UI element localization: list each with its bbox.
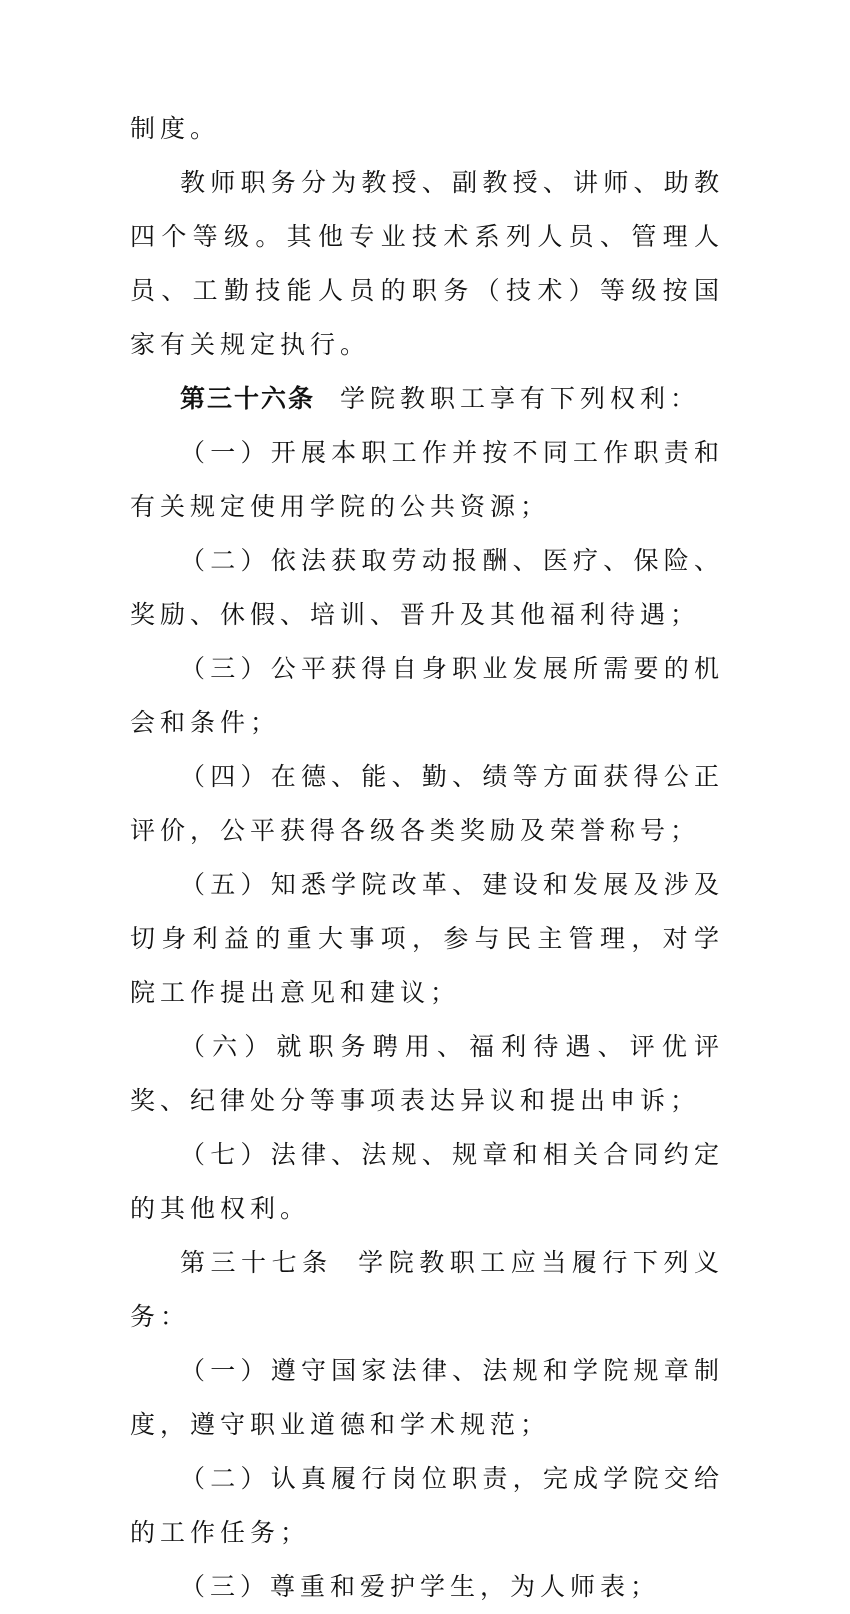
article-36-item-3: （三）公平获得自身职业发展所需要的机会和条件；: [130, 654, 724, 737]
article-36-item-7: （七）法律、法规、规章和相关合同约定的其他权利。: [130, 1140, 724, 1223]
article-37-heading-line: [130, 1236, 724, 1344]
article-36-intro: 学院教职工享有下列权利：: [340, 384, 701, 413]
article-37-item-2: （二）认真履行岗位职责，完成学院交给的工作任务；: [130, 1464, 724, 1547]
paragraph-continuation: 制度。: [130, 114, 221, 143]
article-37-item-1: （一）遵守国家法律、法规和学院规章制度，遵守职业道德和学术规范；: [130, 1356, 724, 1439]
article-36-item-6: （六）就职务聘用、福利待遇、评优评奖、纪律处分等事项表达异议和提出申诉；: [130, 1032, 724, 1115]
article-36-heading-line: [130, 372, 724, 426]
article-36-item-2: （二）依法获取劳动报酬、医疗、保险、奖励、休假、培训、晋升及其他福利待遇；: [130, 546, 724, 629]
article-36-heading: 第三十六条: [180, 384, 316, 413]
article-37-intro: 学院教职工应当履行下列义务：: [130, 1248, 724, 1331]
article-37-item-3: （三）尊重和爱护学生，为人师表；: [180, 1572, 661, 1601]
article-36-item-5: （五）知悉学院改革、建设和发展及涉及切身利益的重大事项，参与民主管理，对学院工作提出意见和建议；: [130, 870, 724, 1007]
article-37-heading: 第三十七条: [180, 1248, 333, 1277]
article-36-item-1: （一）开展本职工作并按不同工作职责和有关规定使用学院的公共资源；: [130, 438, 724, 521]
document-body: [130, 102, 724, 1614]
article-36-item-4: （四）在德、能、勤、绩等方面获得公正评价，公平获得各级各类奖励及荣誉称号；: [130, 762, 724, 845]
paragraph-teacher-ranks: 教师职务分为教授、副教授、讲师、助教四个等级。其他专业技术系列人员、管理人员、工勤技能人员的职务（技术）等级按国家有关规定执行。: [130, 168, 724, 359]
